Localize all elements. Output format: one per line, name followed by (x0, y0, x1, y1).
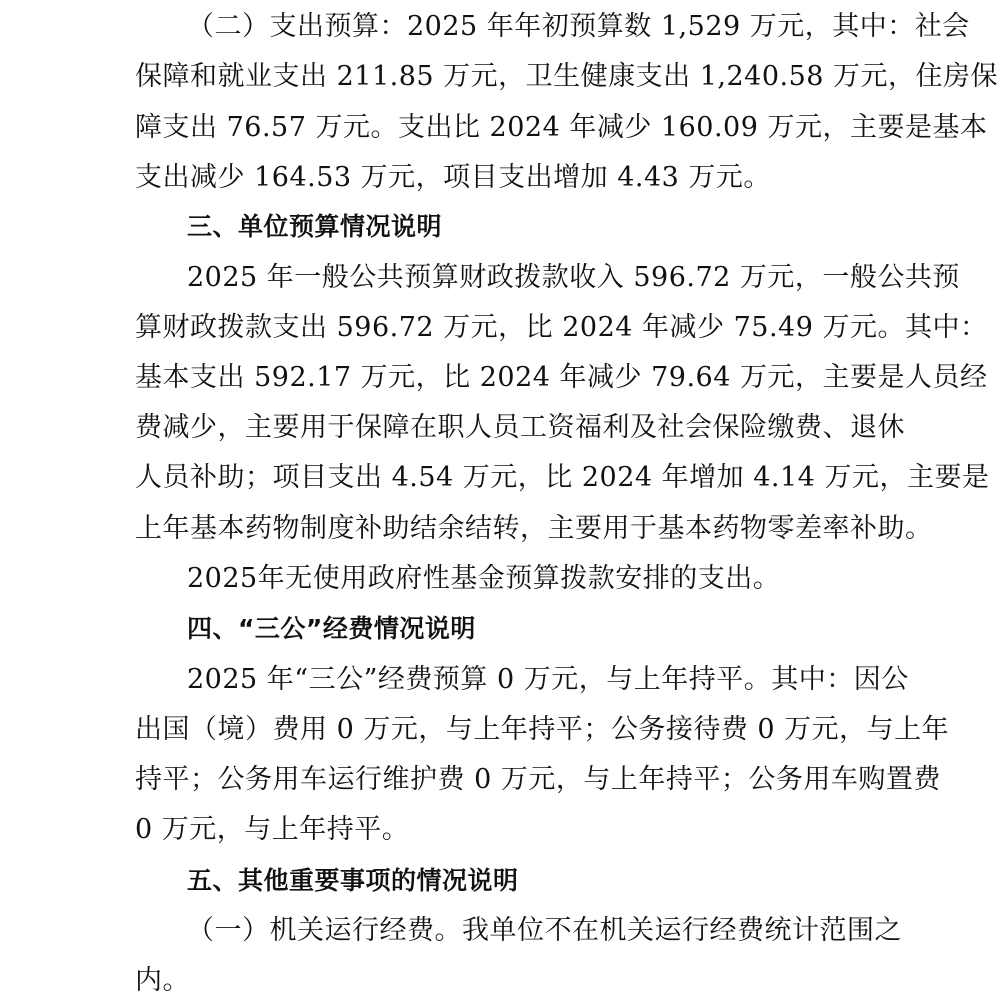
paragraph-line: 基本支出 592.17 万元，比 2024 年减少 79.64 万元，主要是人员经 (135, 362, 988, 393)
section-heading-other-matters: 五、其他重要事项的情况说明 (187, 866, 519, 895)
paragraph-line: 算财政拨款支出 596.72 万元，比 2024 年减少 75.49 万元。其中： (135, 312, 988, 343)
paragraph-line: 支出减少 164.53 万元，项目支出增加 4.43 万元。 (135, 162, 771, 193)
paragraph-line: 2025 年一般公共预算财政拨款收入 596.72 万元，一般公共预 (187, 262, 960, 293)
paragraph-line: 上年基本药物制度补助结余结转，主要用于基本药物零差率补助。 (135, 513, 933, 544)
paragraph-line: （一）机关运行经费。我单位不在机关运行经费统计范围之 (187, 915, 902, 946)
paragraph-line: 2025年无使用政府性基金预算拨款安排的支出。 (187, 563, 781, 594)
paragraph-line: 2025 年“三公”经费预算 0 万元，与上年持平。其中：因公 (187, 664, 909, 695)
paragraph-line: 人员补助；项目支出 4.54 万元，比 2024 年增加 4.14 万元，主要是 (135, 462, 990, 493)
paragraph-line: 内。 (135, 965, 190, 996)
section-heading-unit-budget: 三、单位预算情况说明 (187, 212, 443, 241)
paragraph-line: （二）支出预算：2025 年年初预算数 1,529 万元，其中：社会 (187, 11, 970, 42)
paragraph-line: 0 万元，与上年持平。 (135, 814, 410, 845)
section-heading-three-public-expenses: 四、“三公”经费情况说明 (187, 614, 476, 643)
paragraph-line: 持平；公务用车运行维护费 0 万元，与上年持平；公务用车购置费 (135, 764, 941, 795)
paragraph-line: 出国（境）费用 0 万元，与上年持平；公务接待费 0 万元，与上年 (135, 714, 950, 745)
paragraph-line: 保障和就业支出 211.85 万元，卫生健康支出 1,240.58 万元，住房保 (135, 61, 999, 92)
paragraph-line: 费减少，主要用于保障在职人员工资福利及社会保险缴费、退休 (135, 412, 905, 443)
paragraph-line: 障支出 76.57 万元。支出比 2024 年减少 160.09 万元，主要是基本 (135, 112, 988, 143)
